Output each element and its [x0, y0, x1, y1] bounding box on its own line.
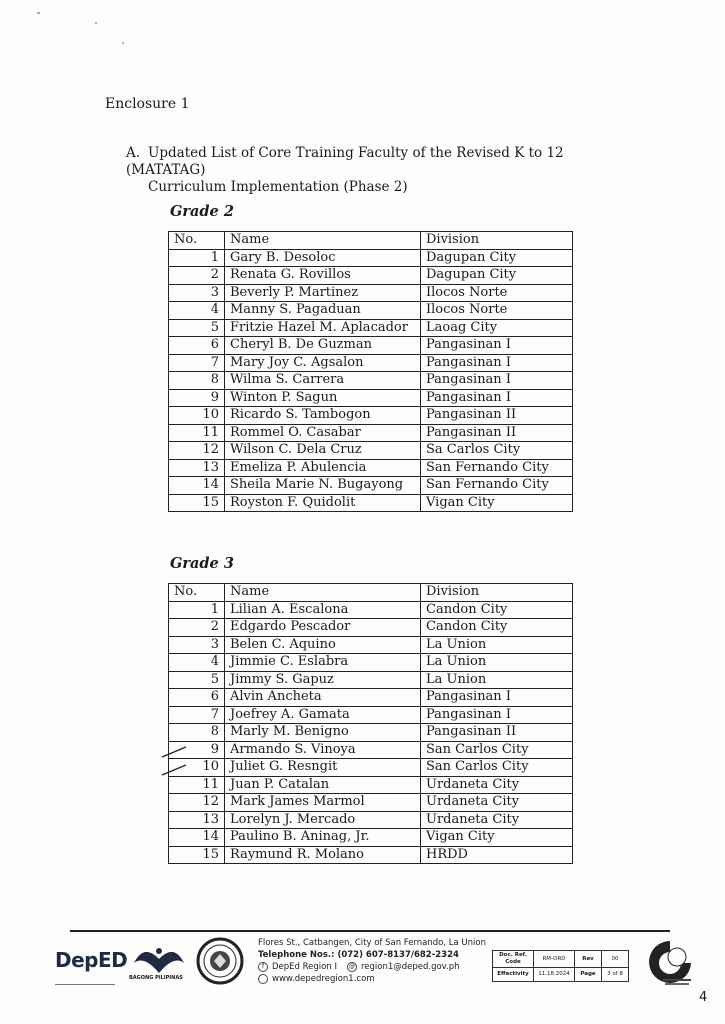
handwritten-check-mark [160, 763, 188, 777]
cell-division: Pangasinan I [421, 689, 573, 707]
table-header-row [169, 584, 573, 602]
table-row [169, 389, 573, 407]
cell-name: Wilma S. Carrera [225, 372, 421, 390]
cell-no: 3 [169, 284, 225, 302]
cell-no: 5 [169, 319, 225, 337]
cell-no: 12 [169, 794, 225, 812]
table-row [169, 601, 573, 619]
cell-no: 6 [169, 337, 225, 355]
grade3-table [168, 583, 573, 864]
cell-no: 13 [169, 811, 225, 829]
cell-no: 8 [169, 724, 225, 742]
cell-name: Lilian A. Escalona [225, 601, 421, 619]
scan-speck [95, 22, 97, 24]
scan-speck [122, 42, 124, 44]
cell-no: 10 [169, 407, 225, 425]
contact-block [258, 937, 486, 985]
cell-name: Jimmy S. Gapuz [225, 671, 421, 689]
cell-division: Candon City [421, 619, 573, 637]
cell-name: Fritzie Hazel M. Aplacador [225, 319, 421, 337]
grade2-table [168, 231, 573, 512]
cell-no: 7 [169, 706, 225, 724]
cell-name: Renata G. Rovillos [225, 267, 421, 285]
cell-name: Raymund R. Molano [225, 846, 421, 864]
cell-division: Pangasinan I [421, 706, 573, 724]
cell-name: Lorelyn J. Mercado [225, 811, 421, 829]
cell-division: Urdaneta City [421, 811, 573, 829]
cell-name: Alvin Ancheta [225, 689, 421, 707]
table-row [169, 337, 573, 355]
table-row [169, 249, 573, 267]
cell-no: 4 [169, 654, 225, 672]
doc-reference-table [492, 950, 629, 982]
scan-speck [37, 12, 40, 14]
cell-no: 9 [169, 389, 225, 407]
table-row [169, 741, 573, 759]
header-division: Division [421, 232, 573, 250]
cell-no: 1 [169, 249, 225, 267]
cell-division: Pangasinan II [421, 424, 573, 442]
cell-name: Paulino B. Aninag, Jr. [225, 829, 421, 847]
cell-name: Armando S. Vinoya [225, 741, 421, 759]
grade3-heading: Grade 3 [170, 555, 234, 572]
docref-effectivity-value: 11.18.2024 [534, 968, 575, 982]
cell-no: 7 [169, 354, 225, 372]
docref-rev-label: Rev [575, 951, 602, 968]
cell-division: La Union [421, 671, 573, 689]
cell-division: Sa Carlos City [421, 442, 573, 460]
section-title [126, 145, 646, 196]
email-text: region1@deped.gov.ph [360, 962, 460, 972]
grade2-heading: Grade 2 [170, 203, 234, 220]
docref-rev-value: 00 [602, 951, 629, 968]
section-letter: A. [126, 145, 141, 161]
cell-division: Pangasinan I [421, 354, 573, 372]
table-header-row [169, 232, 573, 250]
bagong-pilipinas-text: BAGONG PILIPINAS [129, 975, 183, 981]
header-no: No. [169, 584, 225, 602]
cell-no: 11 [169, 424, 225, 442]
cell-no: 12 [169, 442, 225, 460]
table-row [169, 442, 573, 460]
cell-division: Candon City [421, 601, 573, 619]
cell-division: Pangasinan I [421, 389, 573, 407]
cell-no: 4 [169, 302, 225, 320]
cell-no: 14 [169, 829, 225, 847]
table-row [169, 671, 573, 689]
cell-division: Pangasinan I [421, 372, 573, 390]
cell-name: Joefrey A. Gamata [225, 706, 421, 724]
deped-logo [55, 948, 128, 982]
deped-logo-underline [55, 983, 115, 987]
table-row [169, 636, 573, 654]
table-row [169, 372, 573, 390]
cell-division: Laoag City [421, 319, 573, 337]
cell-name: Winton P. Sagun [225, 389, 421, 407]
cell-division: Pangasinan II [421, 724, 573, 742]
facebook-icon: f [258, 962, 268, 972]
cell-no: 6 [169, 689, 225, 707]
cell-name: Beverly P. Martinez [225, 284, 421, 302]
cell-no: 3 [169, 636, 225, 654]
table-row [169, 759, 573, 777]
website-line [258, 973, 486, 985]
header-division: Division [421, 584, 573, 602]
table-row [169, 654, 573, 672]
cell-division: La Union [421, 654, 573, 672]
table-row [169, 706, 573, 724]
table-row [169, 776, 573, 794]
cell-name: Edgardo Pescador [225, 619, 421, 637]
table-row [169, 477, 573, 495]
cell-no: 2 [169, 267, 225, 285]
cell-division: San Carlos City [421, 759, 573, 777]
globe-icon [258, 974, 268, 984]
cell-division: Vigan City [421, 494, 573, 512]
docref-page-value: 3 of 8 [602, 968, 629, 982]
cell-name: Manny S. Pagaduan [225, 302, 421, 320]
cell-division: La Union [421, 636, 573, 654]
cell-name: Belen C. Aquino [225, 636, 421, 654]
cell-name: Marly M. Benigno [225, 724, 421, 742]
docref-effectivity-label: Effectivity [493, 968, 534, 982]
enclosure-label: Enclosure 1 [105, 96, 190, 112]
cell-no: 15 [169, 494, 225, 512]
docref-code-label: Doc. Ref. Code [493, 951, 534, 968]
header-name: Name [225, 232, 421, 250]
table-row [169, 846, 573, 864]
cell-name: Jimmie C. Eslabra [225, 654, 421, 672]
table-row [169, 459, 573, 477]
cell-name: Mary Joy C. Agsalon [225, 354, 421, 372]
cell-no: 5 [169, 671, 225, 689]
cell-division: Pangasinan I [421, 337, 573, 355]
header-no: No. [169, 232, 225, 250]
deped-logo-text: DepED [55, 948, 128, 972]
table-row [169, 424, 573, 442]
cell-division: Pangasinan II [421, 407, 573, 425]
handwritten-check-mark [160, 745, 188, 759]
footer-divider [70, 930, 670, 932]
cell-division: San Carlos City [421, 741, 573, 759]
cell-division: Urdaneta City [421, 776, 573, 794]
table-row [169, 354, 573, 372]
cell-no: 14 [169, 477, 225, 495]
cell-name: Juliet G. Resngit [225, 759, 421, 777]
cell-name: Ricardo S. Tambogon [225, 407, 421, 425]
cell-division: Vigan City [421, 829, 573, 847]
cell-name: Juan P. Catalan [225, 776, 421, 794]
cell-division: Ilocos Norte [421, 302, 573, 320]
cell-no: 10 [169, 759, 225, 777]
table-row [169, 811, 573, 829]
table-row [169, 494, 573, 512]
table-row [169, 302, 573, 320]
cell-name: Mark James Marmol [225, 794, 421, 812]
facebook-text: DepEd Region I [272, 962, 337, 972]
website-text: www.depedregion1.com [272, 974, 375, 984]
table-row [169, 724, 573, 742]
cell-name: Gary B. Desoloc [225, 249, 421, 267]
table-row [169, 689, 573, 707]
cell-division: San Fernando City [421, 477, 573, 495]
cell-name: Royston F. Quidolit [225, 494, 421, 512]
docref-page-label: Page [575, 968, 602, 982]
page-number: 4 [699, 990, 708, 1005]
cell-no: 2 [169, 619, 225, 637]
cell-name: Emeliza P. Abulencia [225, 459, 421, 477]
section-title-line1: Updated List of Core Training Faculty of the Revised K to 12 (MATATAG) [126, 145, 564, 178]
cell-no: 15 [169, 846, 225, 864]
social-line [258, 961, 486, 973]
deped-seal-icon [196, 937, 244, 985]
cell-division: Dagupan City [421, 249, 573, 267]
address-line: Flores St., Catbangen, City of San Fernando, La Union [258, 938, 486, 948]
cell-no: 13 [169, 459, 225, 477]
cell-division: HRDD [421, 846, 573, 864]
cell-division: Dagupan City [421, 267, 573, 285]
cell-division: Ilocos Norte [421, 284, 573, 302]
cell-no: 11 [169, 776, 225, 794]
iso-certification-logo [645, 937, 695, 989]
table-row [169, 284, 573, 302]
table-row [169, 829, 573, 847]
section-title-line2: Curriculum Implementation (Phase 2) [148, 179, 408, 195]
header-name: Name [225, 584, 421, 602]
cell-name: Wilson C. Dela Cruz [225, 442, 421, 460]
table-row [169, 319, 573, 337]
cell-name: Sheila Marie N. Bugayong [225, 477, 421, 495]
cell-name: Rommel O. Casabar [225, 424, 421, 442]
cell-no: 8 [169, 372, 225, 390]
table-row [169, 619, 573, 637]
docref-code-value: RM-ORD [534, 951, 575, 968]
cell-no: 9 [169, 741, 225, 759]
cell-division: San Fernando City [421, 459, 573, 477]
email-icon: @ [348, 963, 355, 970]
cell-division: Urdaneta City [421, 794, 573, 812]
telephone-line: Telephone Nos.: (072) 607-8137/682-2324 [258, 950, 459, 960]
table-row [169, 267, 573, 285]
table-row [169, 794, 573, 812]
cell-name: Cheryl B. De Guzman [225, 337, 421, 355]
cell-no: 1 [169, 601, 225, 619]
table-row [169, 407, 573, 425]
